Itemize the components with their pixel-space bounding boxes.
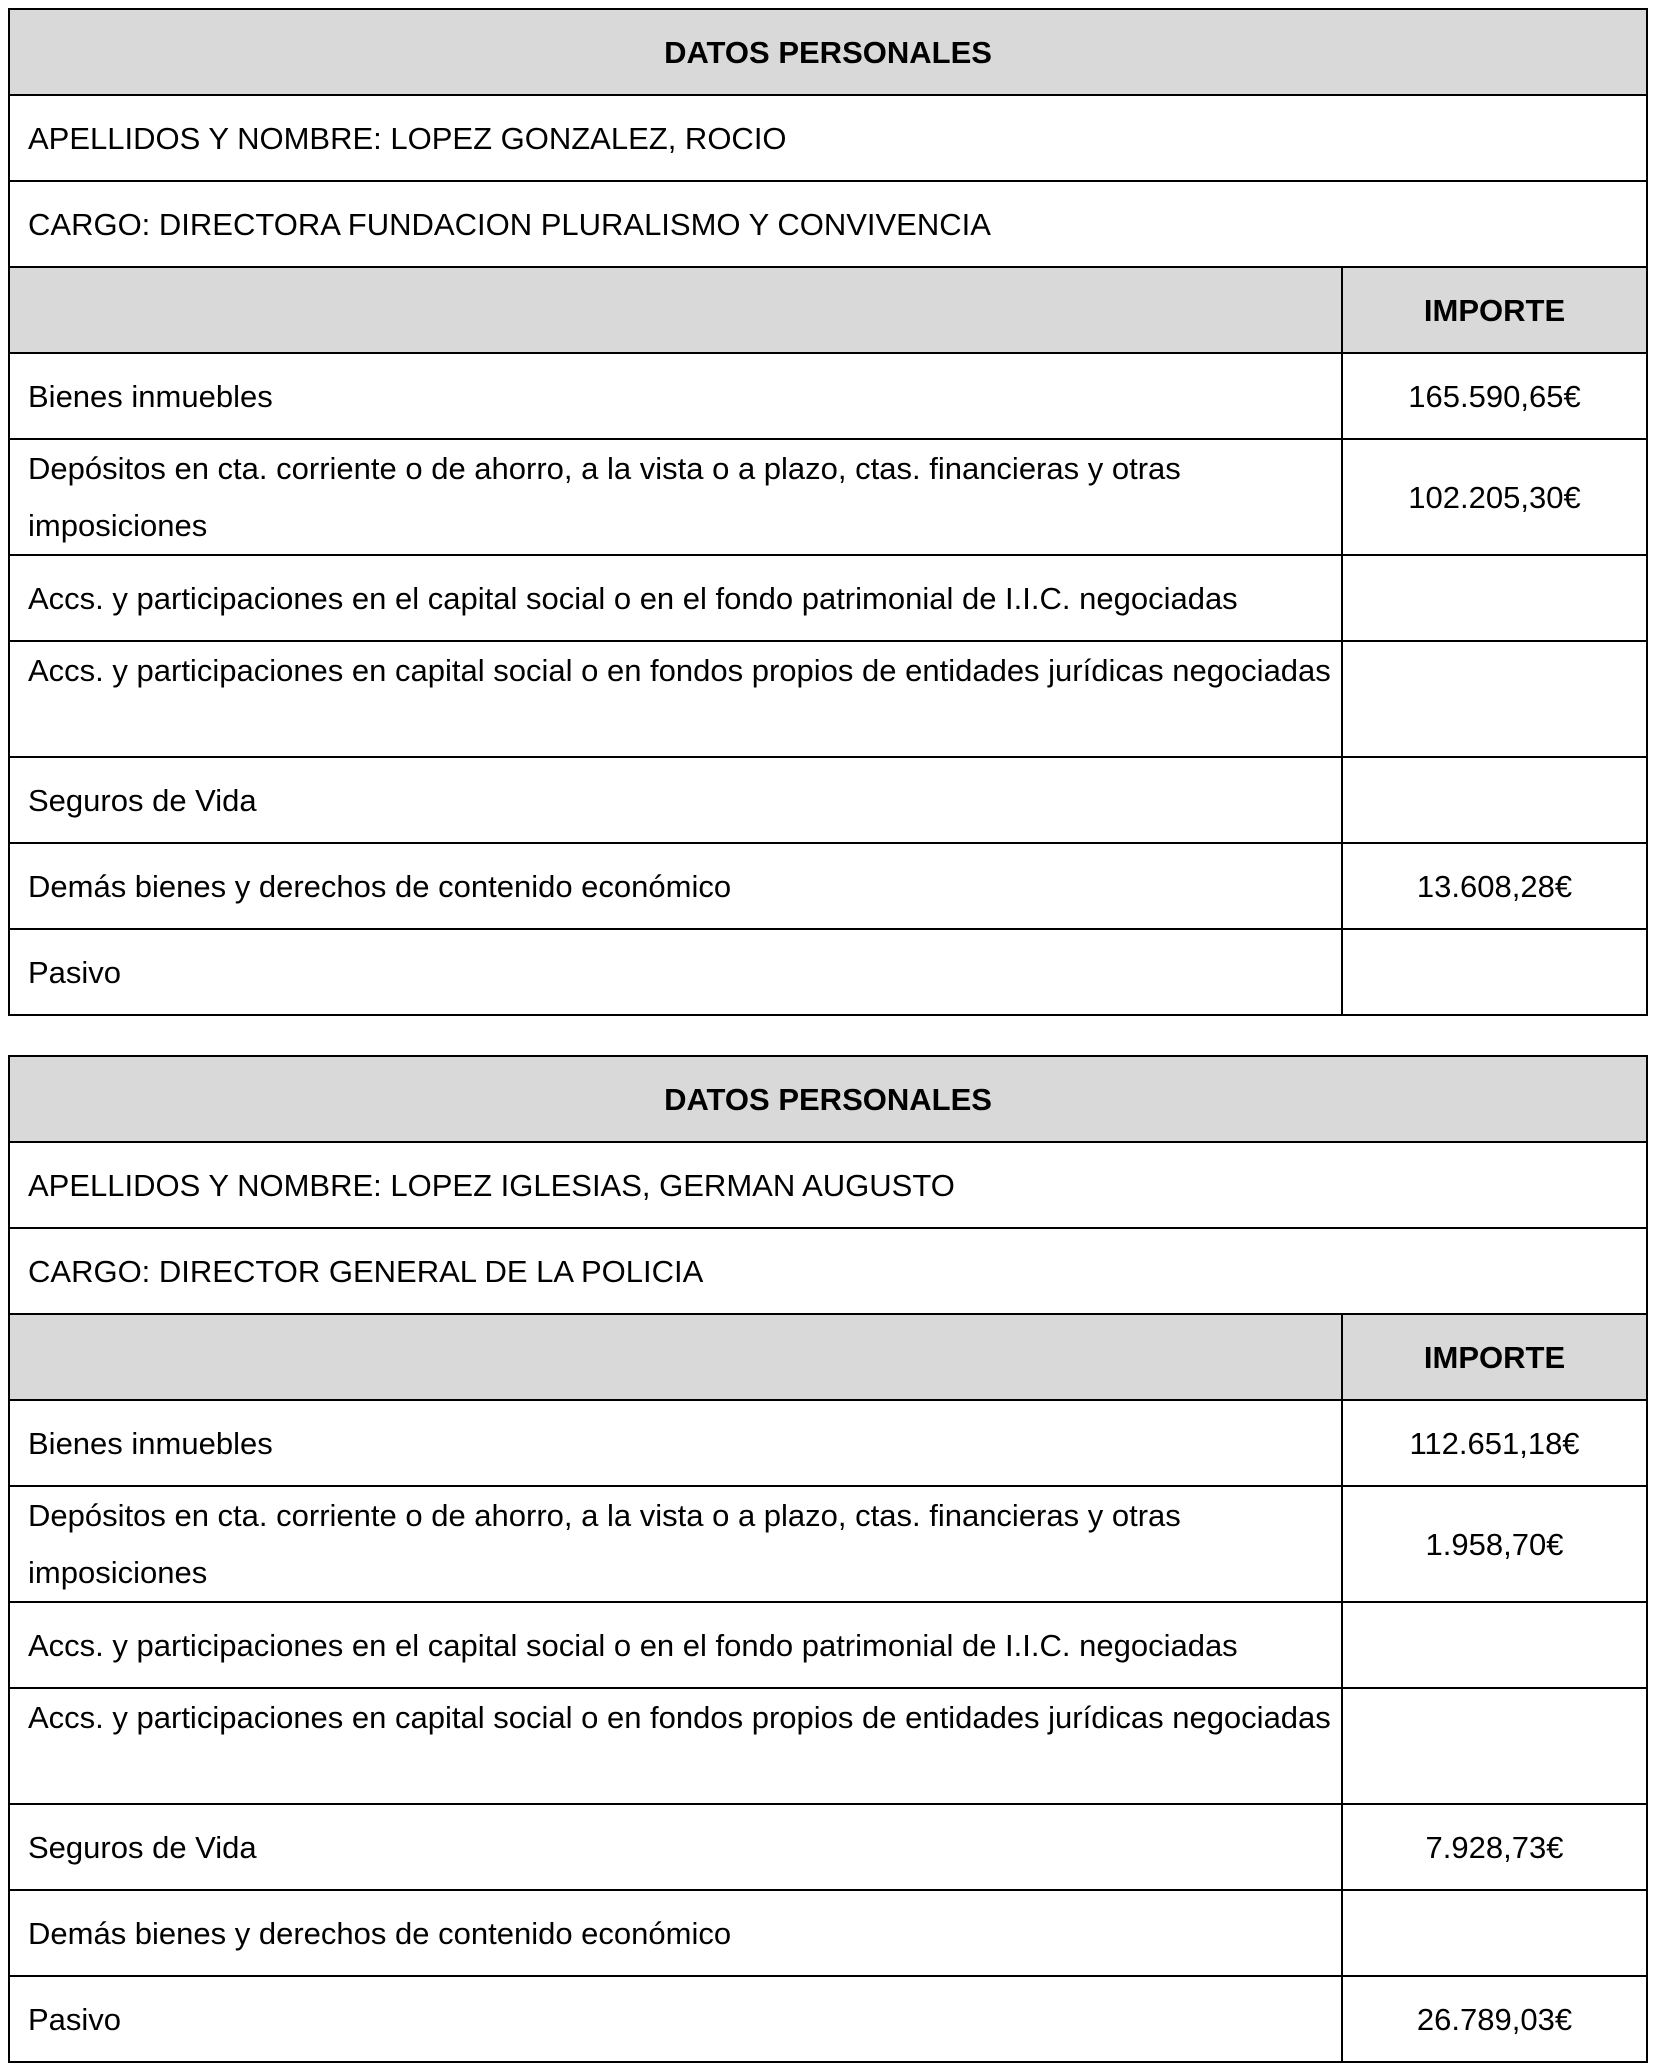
section-header: DATOS PERSONALES: [9, 1056, 1647, 1142]
declaration-table-2: [8, 1055, 1648, 2063]
table-row: [9, 555, 1647, 641]
cargo-line: CARGO: DIRECTORA FUNDACION PLURALISMO Y CONVIVENCIA: [9, 181, 1647, 267]
item-label: Depósitos en cta. corriente o de ahorro, a la vista o a plazo, ctas. financieras y otras imposiciones: [9, 1486, 1342, 1602]
declaration-table-1: [8, 8, 1648, 1016]
table-row: [9, 757, 1647, 843]
table-row: [9, 1602, 1647, 1688]
table-row: [9, 929, 1647, 1015]
item-amount: 13.608,28€: [1342, 843, 1647, 929]
item-label: Accs. y participaciones en el capital social o en el fondo patrimonial de I.I.C. negociadas: [9, 555, 1342, 641]
item-label: Pasivo: [9, 929, 1342, 1015]
item-label: Accs. y participaciones en capital social o en fondos propios de entidades jurídicas negociadas: [9, 1688, 1342, 1804]
item-label: Seguros de Vida: [9, 1804, 1342, 1890]
table-row: [9, 641, 1647, 757]
column-header-blank: [9, 1314, 1342, 1400]
item-label: Accs. y participaciones en capital social o en fondos propios de entidades jurídicas negociadas: [9, 641, 1342, 757]
column-header-blank: [9, 267, 1342, 353]
item-label: Seguros de Vida: [9, 757, 1342, 843]
item-amount: 26.789,03€: [1342, 1976, 1647, 2062]
table-row: [9, 439, 1647, 555]
name-line: APELLIDOS Y NOMBRE: LOPEZ GONZALEZ, ROCIO: [9, 95, 1647, 181]
item-amount: [1342, 641, 1647, 757]
item-amount: [1342, 555, 1647, 641]
section-header: DATOS PERSONALES: [9, 9, 1647, 95]
table-row: [9, 1890, 1647, 1976]
item-label: Demás bienes y derechos de contenido económico: [9, 843, 1342, 929]
table-row: [9, 1976, 1647, 2062]
item-amount: [1342, 1602, 1647, 1688]
table-row: [9, 1486, 1647, 1602]
item-label: Bienes inmuebles: [9, 353, 1342, 439]
item-amount: 165.590,65€: [1342, 353, 1647, 439]
table-row: [9, 1400, 1647, 1486]
item-amount: [1342, 1890, 1647, 1976]
item-amount: [1342, 757, 1647, 843]
column-header-importe: IMPORTE: [1342, 267, 1647, 353]
item-amount: 112.651,18€: [1342, 1400, 1647, 1486]
table-row: [9, 1804, 1647, 1890]
cargo-line: CARGO: DIRECTOR GENERAL DE LA POLICIA: [9, 1228, 1647, 1314]
item-amount: 1.958,70€: [1342, 1486, 1647, 1602]
name-line: APELLIDOS Y NOMBRE: LOPEZ IGLESIAS, GERMAN AUGUSTO: [9, 1142, 1647, 1228]
item-amount: 7.928,73€: [1342, 1804, 1647, 1890]
item-amount: [1342, 929, 1647, 1015]
item-amount: 102.205,30€: [1342, 439, 1647, 555]
item-label: Demás bienes y derechos de contenido económico: [9, 1890, 1342, 1976]
item-amount: [1342, 1688, 1647, 1804]
item-label: Bienes inmuebles: [9, 1400, 1342, 1486]
item-label: Accs. y participaciones en el capital social o en el fondo patrimonial de I.I.C. negociadas: [9, 1602, 1342, 1688]
column-header-importe: IMPORTE: [1342, 1314, 1647, 1400]
item-label: Pasivo: [9, 1976, 1342, 2062]
table-row: [9, 843, 1647, 929]
table-row: [9, 1688, 1647, 1804]
item-label: Depósitos en cta. corriente o de ahorro, a la vista o a plazo, ctas. financieras y otras imposiciones: [9, 439, 1342, 555]
table-row: [9, 353, 1647, 439]
